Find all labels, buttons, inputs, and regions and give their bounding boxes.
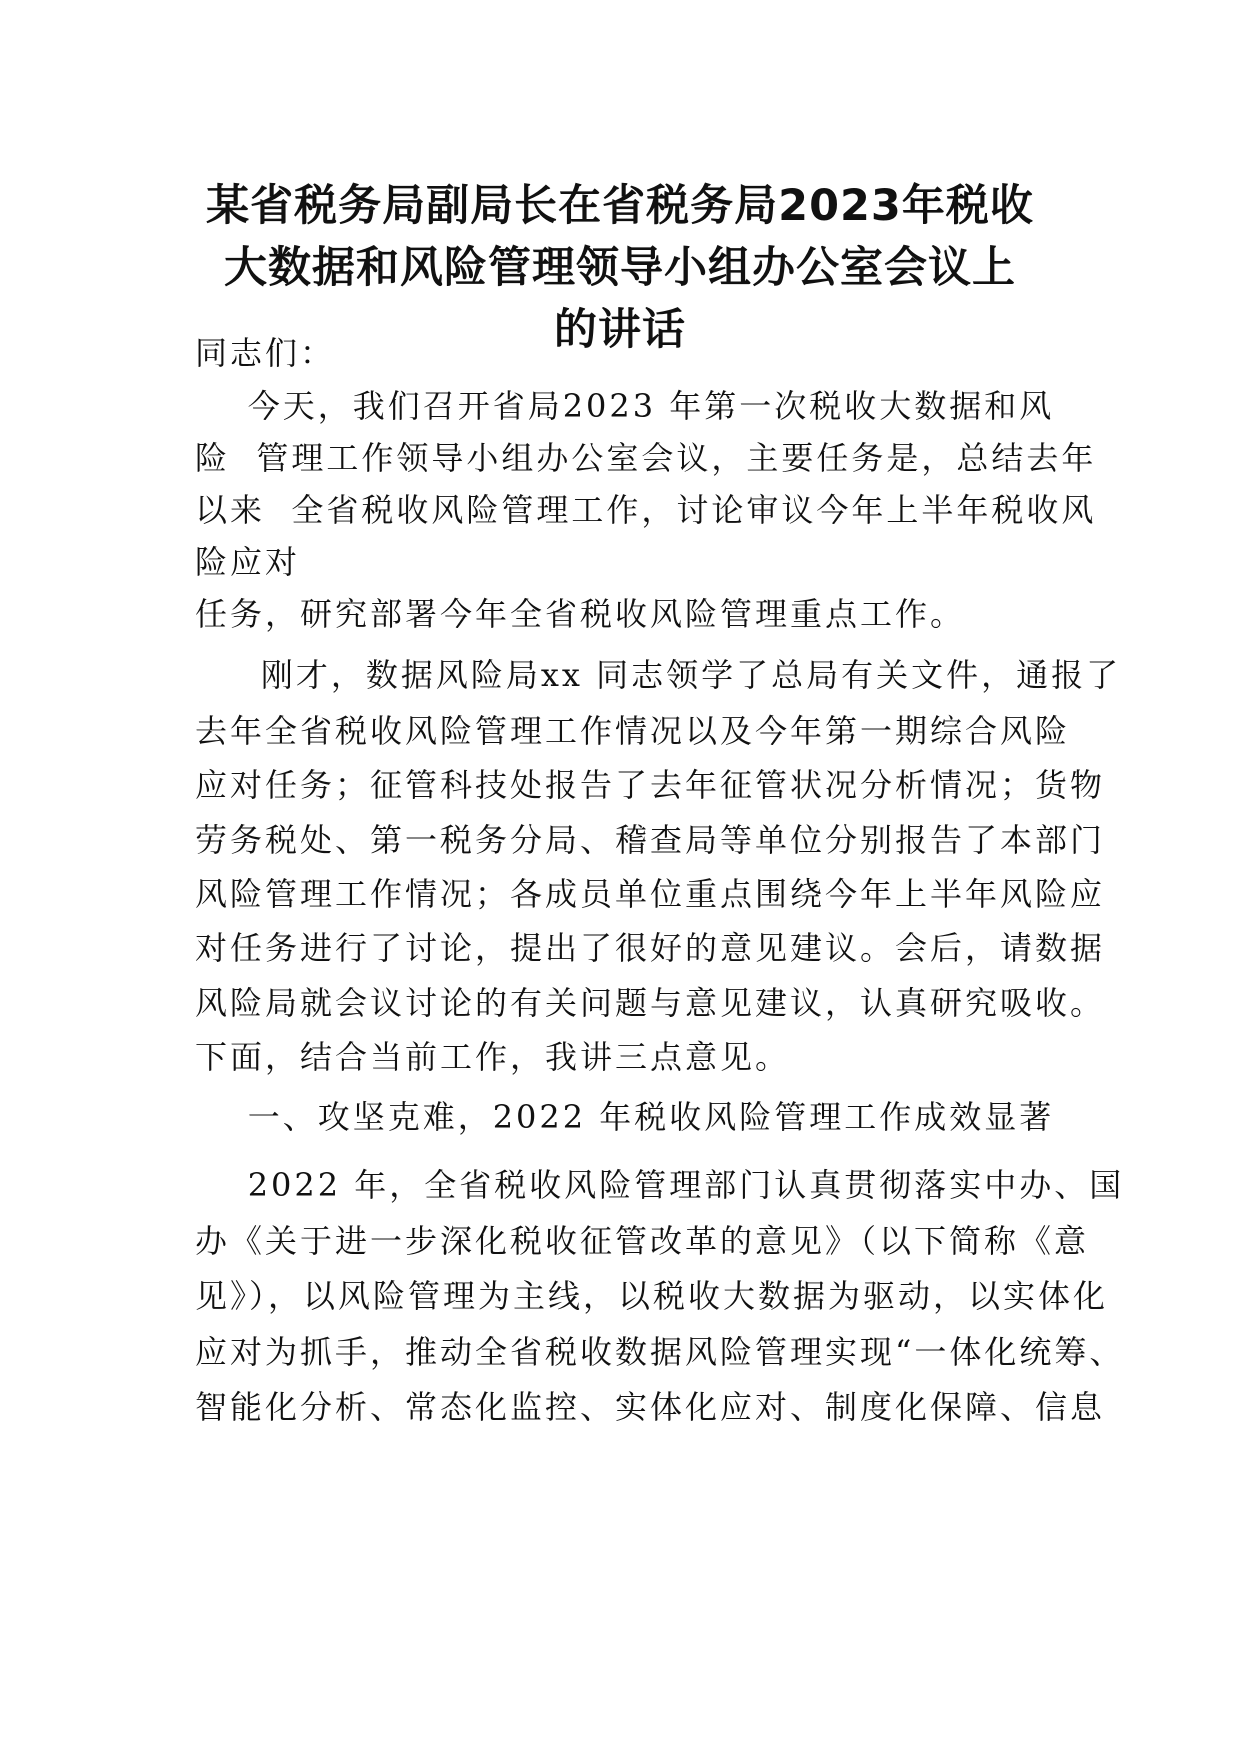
text-line: 对任务进行了讨论，提出了很好的意见建议。会后，请数据 <box>195 929 1106 967</box>
title-line: 的讲话 <box>554 305 686 355</box>
text-line: 风险管理工作情况；各成员单位重点围绕今年上半年风险应 <box>195 875 1106 913</box>
text-line: 今天，我们召开省局2023 年第一次税收大数据和风 <box>195 387 1055 425</box>
text-line: 智能化分析、常态化监控、实体化应对、制度化保障、信息 <box>195 1388 1106 1426</box>
text-line: 任务，研究部署今年全省税收风险管理重点工作。 <box>195 595 966 633</box>
text-line: 险应对 <box>195 543 301 581</box>
title-line: 某省税务局副局长在省税务局2023年税收 <box>206 181 1034 231</box>
text-line: 风险局就会议讨论的有关问题与意见建议，认真研究吸收。 <box>195 984 1106 1022</box>
text-line: 应对任务；征管科技处报告了去年征管状况分析情况；货物 <box>195 766 1106 804</box>
text-line: 劳务税处、第一税务分局、稽查局等单位分别报告了本部门 <box>195 821 1106 859</box>
text-line: 以来 全省税收风险管理工作，讨论审议今年上半年税收风 <box>195 491 1097 529</box>
text-line: 下面，结合当前工作，我讲三点意见。 <box>195 1038 791 1076</box>
text-line: 应对为抓手，推动全省税收数据风险管理实现“一体化统筹、 <box>195 1333 1125 1371</box>
text-line: 险 管理工作领导小组办公室会议，主要任务是，总结去年 <box>195 439 1097 477</box>
text-line: 去年全省税收风险管理工作情况以及今年第一期综合风险 <box>195 712 1071 750</box>
salutation: 同志们： <box>195 334 336 372</box>
text-line: 刚才，数据风险局xx 同志领学了总局有关文件，通报了 <box>195 656 1122 694</box>
text-line: 见》），以风险管理为主线，以税收大数据为驱动，以实体化 <box>195 1277 1109 1315</box>
section-heading: 一、攻坚克难，2022 年税收风险管理工作成效显著 <box>195 1098 1055 1136</box>
text-line: 2022 年，全省税收风险管理部门认真贯彻落实中办、国 <box>195 1166 1125 1204</box>
title-line: 大数据和风险管理领导小组办公室会议上 <box>224 243 1016 293</box>
text-line: 办《关于进一步深化税收征管改革的意见》（以下简称《意 <box>195 1222 1090 1260</box>
